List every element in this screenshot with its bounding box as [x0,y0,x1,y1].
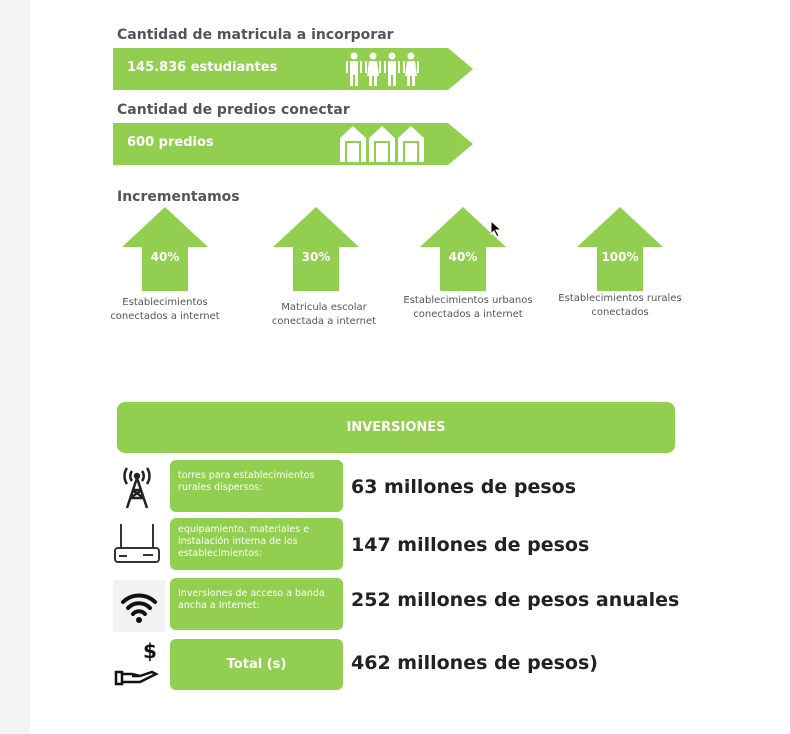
matricula-banner [113,48,473,90]
predios-title: Cantidad de predios conectar [117,102,350,118]
predios-value: 600 predios [127,135,214,150]
investment-amount: 63 millones de pesos [351,476,577,498]
left-gutter [0,0,30,734]
students-icon [345,52,425,88]
increment-label: Establecimientos rurales conectados [558,293,682,318]
tower-icon [113,462,161,510]
total-label: Total (s) [170,639,343,690]
predios-banner [113,123,473,165]
svg-text:$: $ [143,640,157,663]
investment-label: Inversiones de acceso a banda ancha a Internet: [170,578,343,630]
matricula-value: 145.836 estudiantes [127,60,278,75]
total-amount: 462 millones de pesos) [351,652,598,674]
mouse-cursor-icon [490,220,504,238]
inversiones-header: INVERSIONES [117,402,675,453]
investment-label: equipamiento, materiales e instalación interna de los establecimientos: [170,518,343,570]
money-hand-icon [113,640,161,688]
increment-label: Establecimientos conectados a internet [110,297,220,322]
increment-pct: 40% [150,250,180,264]
investment-amount: 147 millones de pesos [351,534,590,556]
arrow-up-icon [122,207,208,291]
arrow-up-icon [577,207,663,291]
increment-pct: 100% [601,250,639,264]
wifi-icon [113,580,165,632]
increment-pct: 40% [448,250,478,264]
matricula-title: Cantidad de matricula a incorporar [117,27,394,43]
investment-label: torres para establecimientos rurales dispersos: [170,460,343,512]
arrow-up-icon [273,207,359,291]
router-icon [113,520,161,568]
increment-label: Establecimientos urbanos conectados a internet [403,295,533,320]
incrementamos-title: Incrementamos [117,189,240,205]
wifi-icon-bg [113,580,165,632]
increment-label: Matricula escolar conectada a internet [271,302,377,327]
investment-amount: 252 millones de pesos anuales [351,589,680,611]
increment-pct: 30% [301,250,331,264]
buildings-icon [340,126,430,162]
